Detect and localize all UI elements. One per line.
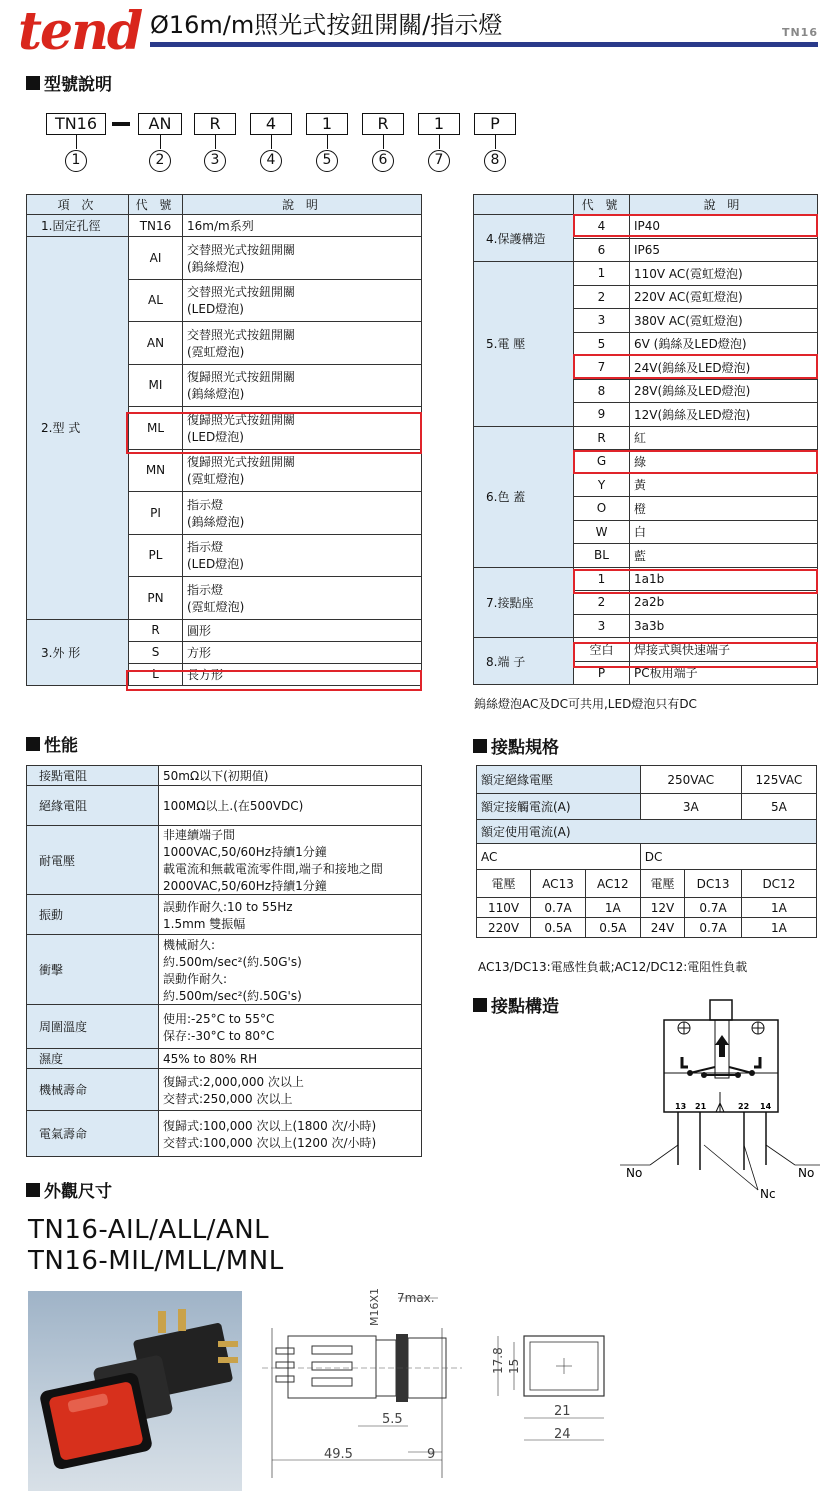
left-desc-line: (LED燈泡) — [187, 429, 244, 444]
contact-cell: 24V — [640, 918, 685, 938]
terminal-22: 22 — [738, 1102, 750, 1111]
performance-value — [159, 826, 422, 895]
left-desc-line: 16m/m系列 — [187, 219, 254, 233]
model-code-box: P — [474, 113, 516, 135]
contact-cell: 110V — [477, 898, 531, 918]
model-position-number: 4 — [260, 150, 282, 172]
right-desc-cell: 12V(鎢絲及LED燈泡) — [630, 403, 818, 427]
contact-col-header: AC13 — [531, 870, 586, 898]
model-code-box: TN16 — [46, 113, 106, 135]
switch-illustration — [28, 1291, 242, 1491]
right-code-cell: P — [574, 661, 630, 685]
dim-21: 21 — [554, 1404, 571, 1419]
left-code-cell: MN — [129, 449, 183, 492]
right-desc-cell: IP65 — [630, 238, 818, 262]
right-code-cell: W — [574, 520, 630, 544]
bullet-square-icon — [473, 998, 487, 1012]
left-desc-cell — [183, 407, 422, 450]
left-desc-line: (鎢絲燈泡) — [187, 514, 245, 529]
right-group-label: 5.電 壓 — [474, 262, 574, 427]
performance-value — [159, 766, 422, 786]
left-code-cell: AI — [129, 237, 183, 280]
dim-7max: 7max. — [397, 1291, 435, 1305]
model-connector-line — [76, 135, 77, 149]
performance-value-line: 1.5mm 雙振幅 — [163, 916, 246, 931]
rated-voltage-250: 250VAC — [640, 766, 741, 794]
left-code-cell: R — [129, 619, 183, 641]
left-desc-line: (霓虹燈泡) — [187, 599, 245, 614]
performance-value-line: 交替式:250,000 次以上 — [163, 1091, 293, 1106]
rated-voltage-label: 額定絕緣電壓 — [477, 766, 641, 794]
performance-value-line: 非連續端子間 — [163, 828, 236, 842]
left-desc-line: 長方形 — [187, 667, 224, 682]
contact-cell: 1A — [585, 898, 640, 918]
right-group-label: 8.端 子 — [474, 638, 574, 685]
dc-label: DC — [640, 844, 816, 870]
model-line-1: TN16-AIL/ALL/ANL — [28, 1215, 270, 1245]
bullet-square-icon — [26, 737, 40, 751]
contact-cell: 0.7A — [531, 898, 586, 918]
contact-col-header: AC12 — [585, 870, 640, 898]
right-code-cell: G — [574, 450, 630, 474]
performance-value-line: 1000VAC,50/60Hz持續1分鐘 — [163, 845, 327, 859]
performance-label: 耐電壓 — [27, 826, 159, 895]
left-code-cell: PN — [129, 577, 183, 620]
right-desc-cell: PC板用端子 — [630, 661, 818, 685]
right-code-cell: 3 — [574, 309, 630, 333]
rated-current-label: 額定接觸電流(A) — [477, 794, 641, 820]
performance-value-line: 載電流和無載電流零件間,端子和接地之間 — [163, 862, 383, 876]
left-desc-cell — [183, 279, 422, 322]
performance-value-line: 約.500m/sec²(約.50G's) — [163, 988, 302, 1003]
performance-value-line: 復歸式:2,000,000 次以上 — [163, 1074, 304, 1089]
right-desc-cell: 380V AC(霓虹燈泡) — [630, 309, 818, 333]
right-code-cell: 7 — [574, 356, 630, 380]
left-code-cell: S — [129, 641, 183, 663]
right-desc-cell: 2a2b — [630, 591, 818, 615]
use-current-label: 額定使用電流(A) — [477, 820, 817, 844]
spec-table-left — [26, 194, 422, 686]
left-group-label: 1.固定孔徑 — [27, 215, 129, 237]
header-item-r — [474, 195, 574, 215]
left-desc-line: 方形 — [187, 645, 212, 660]
left-desc-cell — [183, 449, 422, 492]
left-desc-cell — [183, 577, 422, 620]
left-code-cell: PL — [129, 534, 183, 577]
right-code-cell: 9 — [574, 403, 630, 427]
contact-structure-section-title: 接點構造 — [491, 997, 559, 1017]
contact-col-header: DC13 — [685, 870, 742, 898]
label-no-left: No — [626, 1166, 643, 1180]
model-position-number: 2 — [149, 150, 171, 172]
left-desc-line: (鎢絲燈泡) — [187, 387, 245, 402]
left-desc-line: 圓形 — [187, 623, 212, 638]
bullet-square-icon — [26, 1183, 40, 1197]
bullet-square-icon — [26, 76, 40, 90]
right-desc-cell: 110V AC(霓虹燈泡) — [630, 262, 818, 286]
left-desc-cell — [183, 641, 422, 663]
rated-current-3a: 3A — [640, 794, 741, 820]
left-desc-line: 指示燈 — [187, 497, 224, 512]
terminal-14: 14 — [760, 1102, 772, 1111]
left-desc-cell — [183, 364, 422, 407]
performance-value — [159, 935, 422, 1005]
right-code-cell: 6 — [574, 238, 630, 262]
contact-structure-section-heading — [473, 992, 559, 1017]
left-code-cell: AN — [129, 322, 183, 365]
model-code-box: 4 — [250, 113, 292, 135]
right-desc-cell: IP40 — [630, 215, 818, 239]
contact-cell: 220V — [477, 918, 531, 938]
performance-value-line: 交替式:100,000 次以上(1200 次/小時) — [163, 1135, 377, 1150]
left-desc-cell — [183, 237, 422, 280]
right-code-cell: 3 — [574, 614, 630, 638]
performance-label: 衝擊 — [27, 935, 159, 1005]
model-connector-line — [160, 135, 161, 149]
side-view-drawing — [262, 1288, 462, 1493]
contact-cell: 0.7A — [685, 898, 742, 918]
performance-value — [159, 1111, 422, 1157]
performance-value-line: 約.500m/sec²(約.50G's) — [163, 954, 302, 969]
left-desc-cell — [183, 534, 422, 577]
right-desc-cell: 白 — [630, 520, 818, 544]
performance-label: 周圍溫度 — [27, 1005, 159, 1049]
header-rule — [150, 42, 818, 47]
page-title: Ø16m/m照光式按鈕開關/指示燈 — [150, 11, 503, 39]
performance-label: 機械壽命 — [27, 1069, 159, 1111]
dim-9: 9 — [427, 1447, 436, 1462]
model-code-tag: TN16 — [781, 26, 818, 39]
left-code-cell: ML — [129, 407, 183, 450]
performance-label: 接點電阻 — [27, 766, 159, 786]
dim-49-5: 49.5 — [324, 1447, 353, 1462]
left-code-cell: MI — [129, 364, 183, 407]
model-connector-line — [495, 135, 496, 149]
model-position-number: 3 — [204, 150, 226, 172]
brand-logo: tend — [18, 1, 142, 62]
performance-table — [26, 765, 422, 1157]
left-desc-line: 指示燈 — [187, 582, 224, 597]
contact-cell: 0.7A — [685, 918, 742, 938]
performance-value-line: 誤動作耐久:10 to 55Hz — [163, 899, 293, 914]
right-desc-cell: 6V (鎢絲及LED燈泡) — [630, 332, 818, 356]
contact-col-header: 電壓 — [477, 870, 531, 898]
right-code-cell: 4 — [574, 215, 630, 239]
performance-value-line: 100MΩ以上.(在500VDC) — [163, 799, 304, 813]
model-code-box: R — [362, 113, 404, 135]
bullet-square-icon — [473, 739, 487, 753]
terminal-13: 13 — [675, 1102, 687, 1111]
dim-m16: M16X1 — [368, 1288, 381, 1326]
model-line-2: TN16-MIL/MLL/MNL — [28, 1246, 284, 1276]
performance-section-title: 性能 — [44, 736, 78, 756]
right-code-cell: 2 — [574, 591, 630, 615]
dim-17-8: 17.8 — [491, 1347, 505, 1374]
right-code-cell: 1 — [574, 262, 630, 286]
contact-cell: 1A — [741, 898, 816, 918]
performance-value — [159, 786, 422, 826]
right-desc-cell: 黃 — [630, 473, 818, 497]
product-photo — [28, 1291, 242, 1491]
left-desc-line: (霓虹燈泡) — [187, 344, 245, 359]
right-desc-cell: 220V AC(霓虹燈泡) — [630, 285, 818, 309]
performance-value-line: 機械耐久: — [163, 937, 216, 952]
right-group-label: 6.色 蓋 — [474, 426, 574, 567]
header-desc-r: 說 明 — [630, 195, 818, 215]
dimensions-section-heading — [26, 1177, 112, 1202]
right-desc-cell: 24V(鎢絲及LED燈泡) — [630, 356, 818, 380]
right-code-cell: 5 — [574, 332, 630, 356]
left-desc-line: (LED燈泡) — [187, 302, 244, 317]
performance-label: 電氣壽命 — [27, 1111, 159, 1157]
left-desc-line: (LED燈泡) — [187, 557, 244, 572]
right-code-cell: 1 — [574, 567, 630, 591]
performance-value-line: 復歸式:100,000 次以上(1800 次/小時) — [163, 1118, 377, 1133]
right-code-cell: O — [574, 497, 630, 521]
left-desc-line: 復歸照光式按鈕開關 — [187, 455, 296, 470]
performance-value-line: 使用:-25°C to 55°C — [163, 1011, 275, 1026]
performance-value — [159, 1069, 422, 1111]
left-code-cell: TN16 — [129, 215, 183, 237]
right-desc-cell: 橙 — [630, 497, 818, 521]
model-section-title: 型號說明 — [44, 75, 112, 95]
right-group-label: 4.保護構造 — [474, 215, 574, 262]
contact-col-header: DC12 — [741, 870, 816, 898]
right-desc-cell: 3a3b — [630, 614, 818, 638]
contact-cell: 12V — [640, 898, 685, 918]
dim-15: 15 — [507, 1358, 521, 1374]
model-code-box: R — [194, 113, 236, 135]
left-desc-line: 交替照光式按鈕開關 — [187, 327, 296, 342]
model-position-number: 5 — [316, 150, 338, 172]
ac-label: AC — [477, 844, 641, 870]
model-connector-line — [439, 135, 440, 149]
contact-spec-section-title: 接點規格 — [491, 738, 559, 758]
model-code-box: 1 — [418, 113, 460, 135]
model-position-number: 1 — [65, 150, 87, 172]
label-no-right: No — [798, 1166, 815, 1180]
rated-current-5a: 5A — [741, 794, 816, 820]
performance-label: 濕度 — [27, 1049, 159, 1069]
left-desc-line: 復歸照光式按鈕開關 — [187, 412, 296, 427]
contact-cell: 0.5A — [585, 918, 640, 938]
header-desc: 說 明 — [183, 195, 422, 215]
left-desc-line: 交替照光式按鈕開關 — [187, 285, 296, 300]
left-group-label: 2.型 式 — [27, 237, 129, 620]
contact-spec-table — [476, 765, 817, 938]
model-connector-line — [271, 135, 272, 149]
left-desc-cell — [183, 663, 422, 685]
model-connector-line — [327, 135, 328, 149]
right-desc-cell: 藍 — [630, 544, 818, 568]
contact-structure-diagram — [620, 995, 820, 1205]
terminal-21: 21 — [695, 1102, 707, 1111]
header-code: 代 號 — [129, 195, 183, 215]
right-table-note: 鎢絲燈泡AC及DC可共用,LED燈泡只有DC — [474, 697, 697, 711]
right-group-label: 7.接點座 — [474, 567, 574, 638]
model-position-number: 7 — [428, 150, 450, 172]
left-code-cell: PI — [129, 492, 183, 535]
left-code-cell: L — [129, 663, 183, 685]
model-code-box: 1 — [306, 113, 348, 135]
right-code-cell: R — [574, 426, 630, 450]
model-dash — [112, 122, 130, 126]
contact-spec-section-heading — [473, 733, 559, 758]
model-section-heading — [26, 70, 112, 95]
left-desc-line: 指示燈 — [187, 540, 224, 555]
left-desc-line: (鎢絲燈泡) — [187, 259, 245, 274]
right-desc-cell: 28V(鎢絲及LED燈泡) — [630, 379, 818, 403]
model-position-number: 6 — [372, 150, 394, 172]
left-desc-line: 交替照光式按鈕開關 — [187, 242, 296, 257]
performance-value-line: 50mΩ以下(初期值) — [163, 769, 269, 783]
label-nc: Nc — [760, 1187, 776, 1201]
performance-value — [159, 1049, 422, 1069]
model-code-box: AN — [138, 113, 182, 135]
left-desc-cell — [183, 322, 422, 365]
performance-value — [159, 895, 422, 935]
left-desc-cell — [183, 215, 422, 237]
performance-label: 振動 — [27, 895, 159, 935]
model-connector-line — [383, 135, 384, 149]
performance-section-heading — [26, 731, 78, 756]
performance-value-line: 誤動作耐久: — [163, 971, 228, 986]
left-desc-line: 復歸照光式按鈕開關 — [187, 370, 296, 385]
left-desc-line: (霓虹燈泡) — [187, 472, 245, 487]
left-group-label: 3.外 形 — [27, 619, 129, 685]
right-code-cell: 8 — [574, 379, 630, 403]
left-code-cell: AL — [129, 279, 183, 322]
right-desc-cell: 焊接式與快速端子 — [630, 638, 818, 662]
right-desc-cell: 紅 — [630, 426, 818, 450]
contact-col-header: 電壓 — [640, 870, 685, 898]
header-item: 項 次 — [27, 195, 129, 215]
dim-24: 24 — [554, 1427, 571, 1442]
model-connector-line — [215, 135, 216, 149]
dimensions-section-title: 外觀尺寸 — [44, 1182, 112, 1202]
rated-voltage-125: 125VAC — [741, 766, 816, 794]
contact-cell: 1A — [741, 918, 816, 938]
header-code-r: 代 號 — [574, 195, 630, 215]
right-code-cell: Y — [574, 473, 630, 497]
performance-value-line: 保存:-30°C to 80°C — [163, 1028, 275, 1043]
right-code-cell: 空白 — [574, 638, 630, 662]
dim-5-5: 5.5 — [382, 1412, 403, 1427]
left-desc-cell — [183, 619, 422, 641]
model-position-number: 8 — [484, 150, 506, 172]
contact-cell: 0.5A — [531, 918, 586, 938]
performance-label: 絕緣電阻 — [27, 786, 159, 826]
right-code-cell: BL — [574, 544, 630, 568]
right-desc-cell: 1a1b — [630, 567, 818, 591]
performance-value-line: 45% to 80% RH — [163, 1051, 258, 1066]
spec-table-right — [473, 194, 818, 685]
performance-value-line: 2000VAC,50/60Hz持續1分鐘 — [163, 879, 327, 893]
left-desc-cell — [183, 492, 422, 535]
front-view-drawing — [470, 1318, 620, 1458]
right-code-cell: 2 — [574, 285, 630, 309]
contact-spec-note: AC13/DC13:電感性負載;AC12/DC12:電阻性負載 — [478, 960, 748, 974]
right-desc-cell: 綠 — [630, 450, 818, 474]
performance-value — [159, 1005, 422, 1049]
